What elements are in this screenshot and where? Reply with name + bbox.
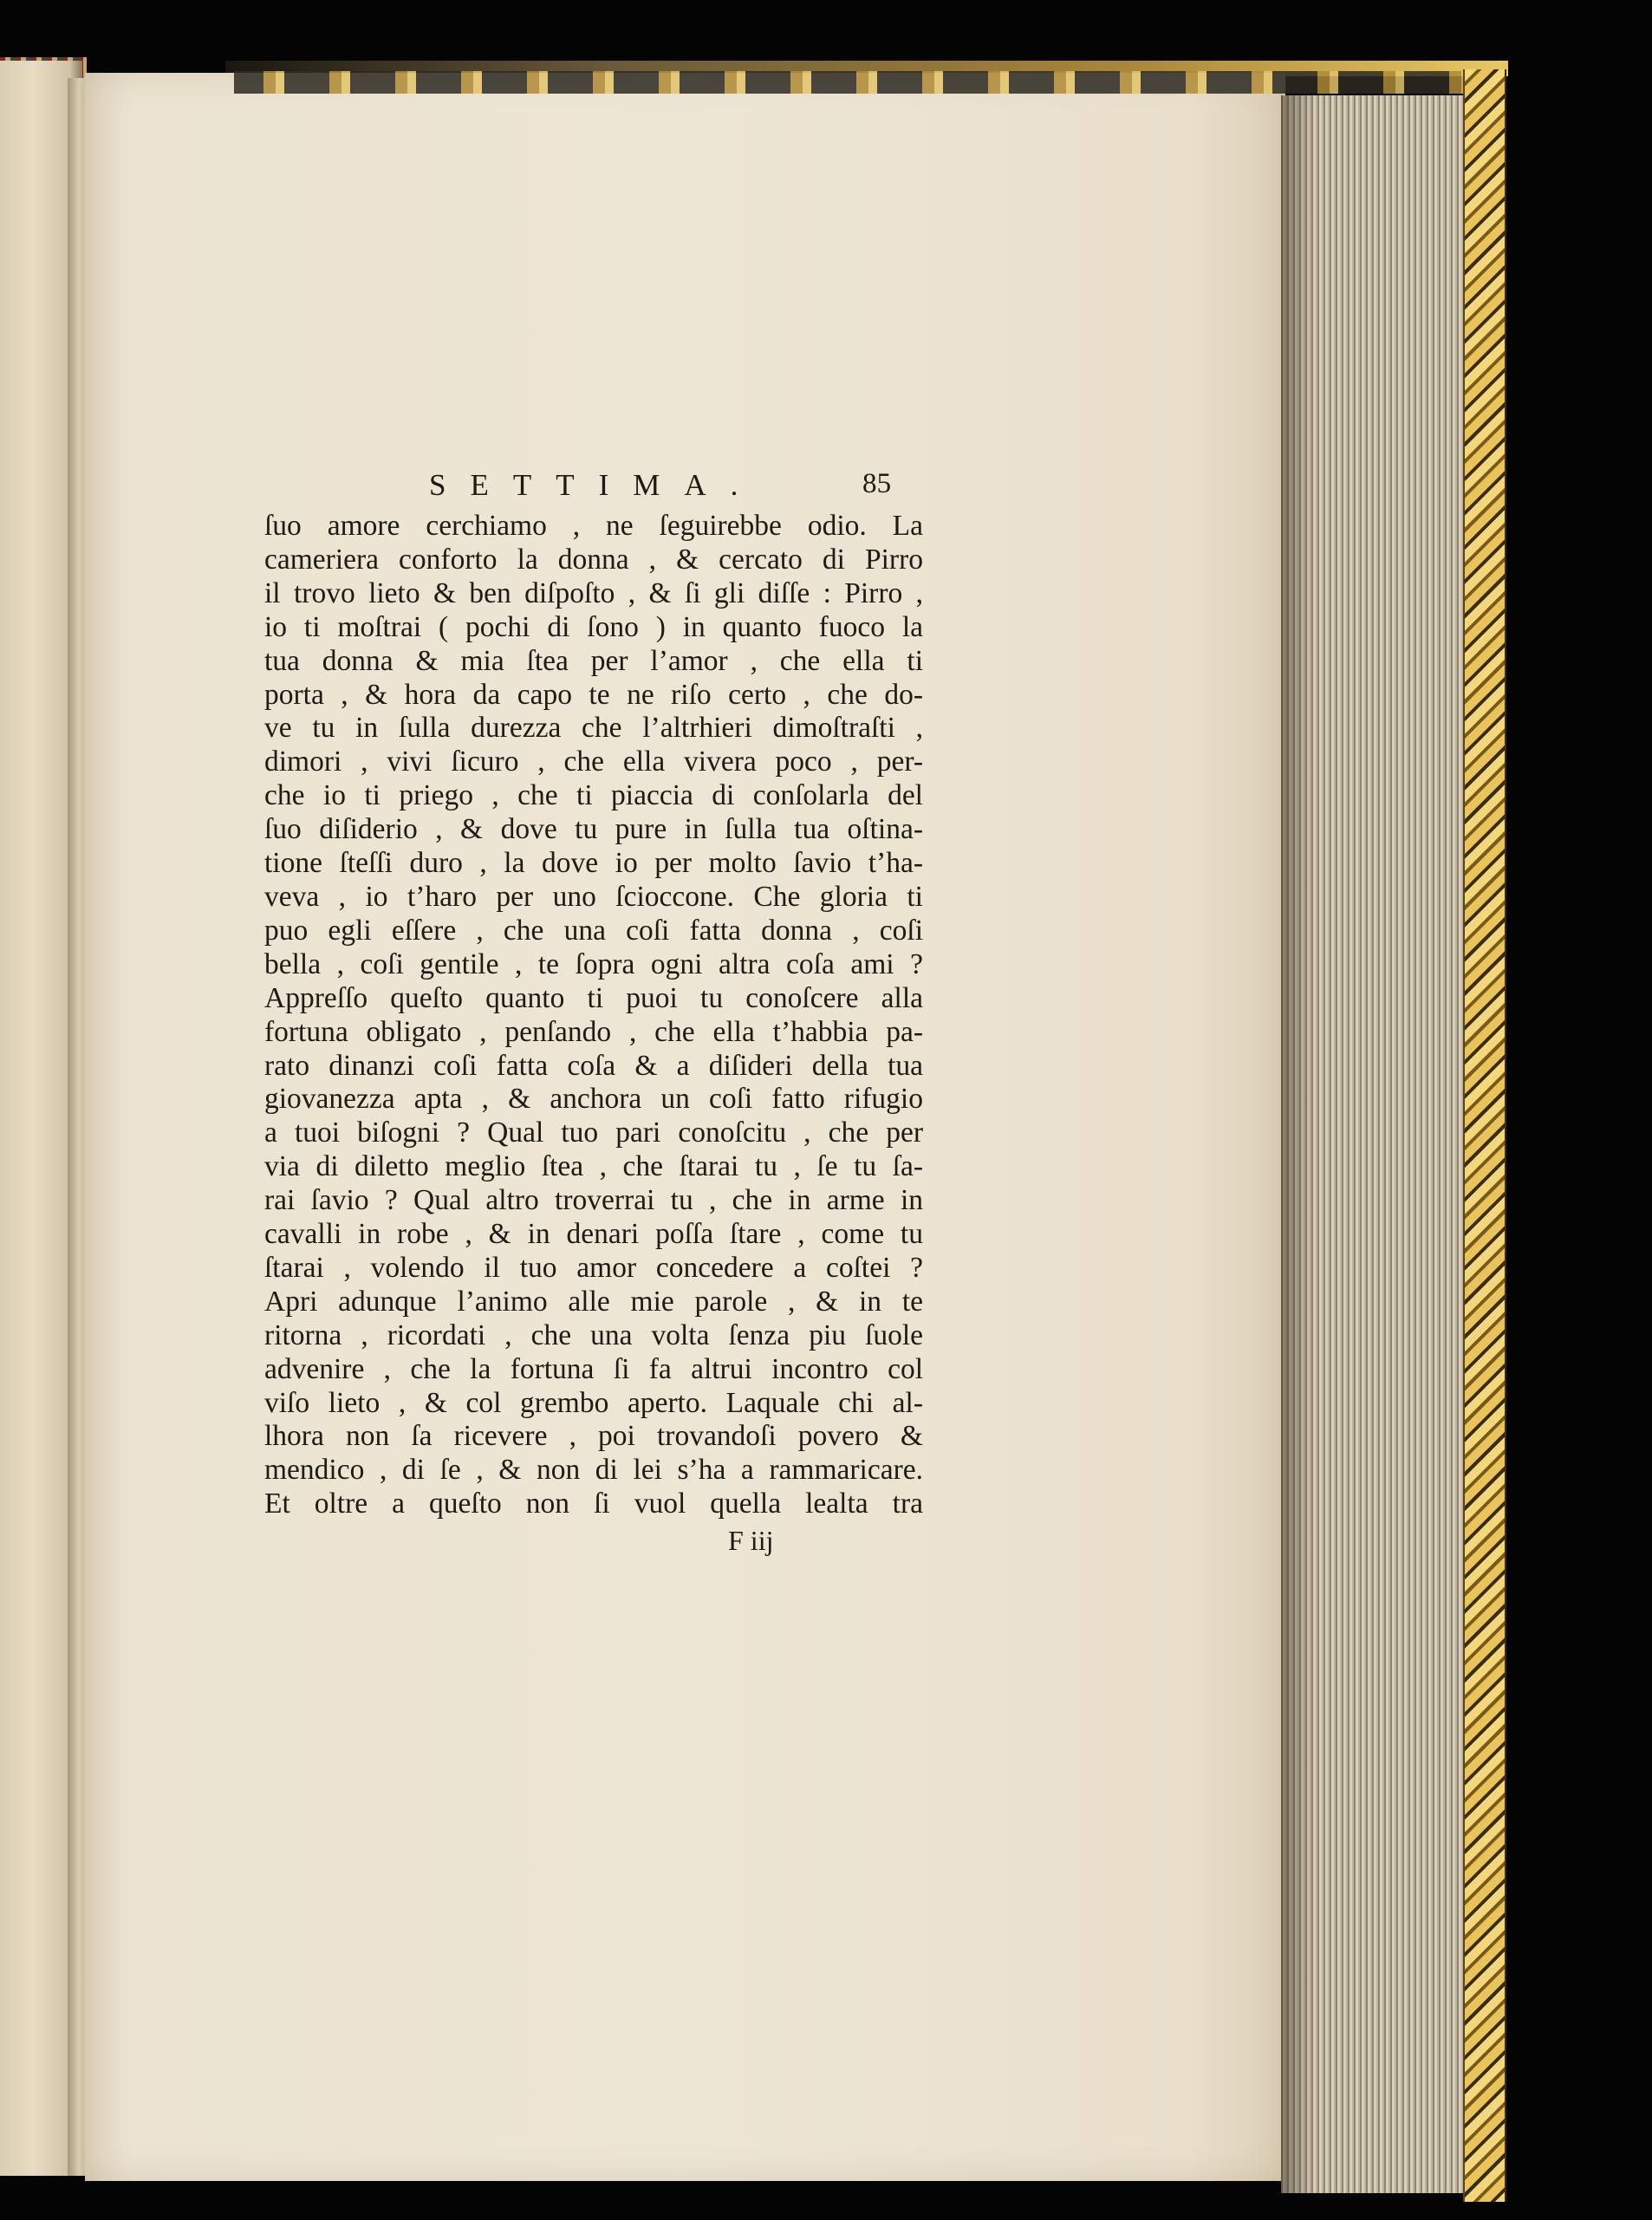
text-line: cavalli in robe , & in denari poſſa ſtare , come tu	[264, 1218, 923, 1251]
text-line: dimori , vivi ſicuro , che ella vivera poco , per-	[264, 745, 923, 778]
fore-edge-shadow	[1281, 95, 1316, 2193]
gilt-cover-border	[1463, 69, 1506, 2202]
text-line: viſo lieto , & col grembo aperto. Laquale chi al-	[264, 1386, 923, 1419]
text-line: tua donna & mia ſtea per l’amor , che ella ti	[264, 644, 923, 677]
page-number: 85	[862, 468, 892, 499]
text-line: che io ti priego , che ti piaccia di conſolarla del	[264, 779, 923, 812]
text-line: il trovo lieto & ben diſpoſto , & ſi gli diſſe : Pirro ,	[264, 576, 923, 609]
text-line: giovanezza apta , & anchora un coſi fatto rifugio	[264, 1083, 923, 1116]
text-line: Et oltre a queſto non ſi vuol quella lealta tra	[264, 1488, 923, 1520]
text-line: veva , io t’haro per uno ſcioccone. Che gloria ti	[264, 880, 923, 913]
text-line: Apri adunque l’animo alle mie parole , & in te	[264, 1285, 923, 1318]
body-text	[264, 510, 923, 1521]
text-block	[264, 468, 923, 1557]
gilt-top-strip	[234, 71, 1473, 94]
text-line: puo egli eſſere , che una coſi fatta donna , coſi	[264, 914, 923, 947]
signature-mark: F iij	[728, 1525, 774, 1557]
text-line: a tuoi biſogni ? Qual tuo pari conoſcitu , che per	[264, 1117, 923, 1149]
text-line: io ti moſtrai ( pochi di ſono ) in quanto fuoco la	[264, 610, 923, 643]
text-line: ſtarai , volendo il tuo amor concedere a coſtei ?	[264, 1251, 923, 1284]
text-line: rai ſavio ? Qual altro troverrai tu , che in arme in	[264, 1184, 923, 1217]
running-title: SETTIMA.	[429, 468, 763, 502]
text-line: ſuo diſiderio , & dove tu pure in ſulla tua oſtina-	[264, 813, 923, 846]
text-line: fortuna obligato , penſando , che ella t’habbia pa-	[264, 1015, 923, 1048]
book-gutter	[68, 78, 87, 2176]
text-line: advenire , che la fortuna ſi fa altrui incontro col	[264, 1352, 923, 1385]
running-head	[264, 468, 923, 510]
text-line: Appreſſo queſto quanto ti puoi tu conoſcere alla	[264, 981, 923, 1014]
text-line: porta , & hora da capo te ne riſo certo , che do-	[264, 678, 923, 711]
text-line: tione ſteſſi duro , la dove io per molto ſavio t’ha-	[264, 847, 923, 880]
text-line: ritorna , ricordati , che una volta ſenza piu ſuole	[264, 1318, 923, 1351]
text-line: cameriera conforto la donna , & cercato di Pirro	[264, 543, 923, 576]
text-line: ſuo amore cerchiamo , ne ſeguirebbe odio. La	[264, 510, 923, 542]
text-line: ve tu in ſulla durezza che l’altrhieri dimoſtraſti ,	[264, 712, 923, 745]
text-line: bella , coſi gentile , te ſopra ogni altra coſa ami ?	[264, 947, 923, 980]
text-line: via di diletto meglio ſtea , che ſtarai tu , ſe tu ſa-	[264, 1150, 923, 1183]
text-line: lhora non ſa ricevere , poi trovandoſi povero &	[264, 1420, 923, 1453]
text-line: mendico , di ſe , & non di lei s’ha a rammaricare.	[264, 1454, 923, 1487]
text-line: rato dinanzi coſi fatta coſa & a diſideri della tua	[264, 1049, 923, 1082]
